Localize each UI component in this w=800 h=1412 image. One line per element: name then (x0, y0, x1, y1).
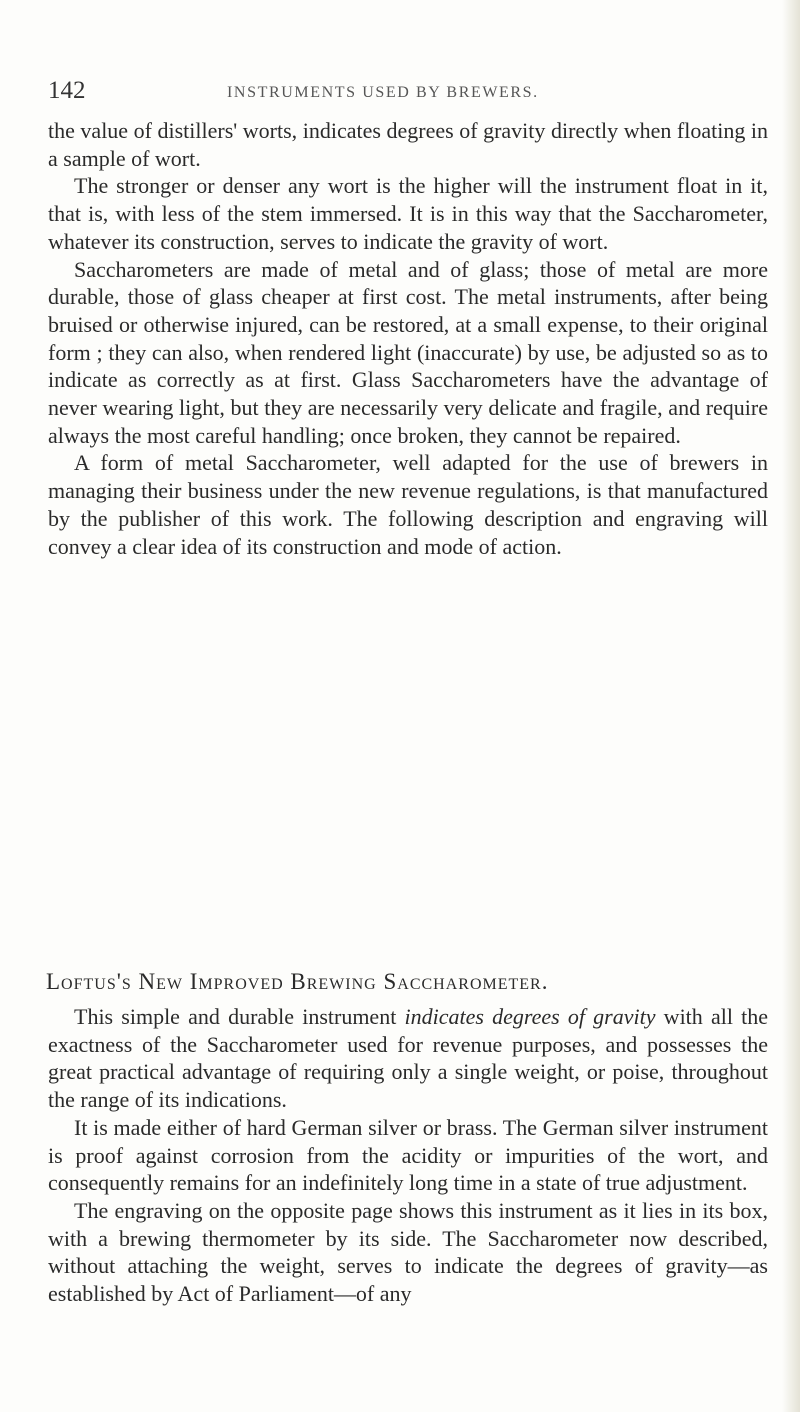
paragraph-continuation: the value of distillers' worts, indicates degrees of gravity directly when floating in a sample of wort. (48, 118, 768, 171)
section-heading: Loftus's New Improved Brewing Saccharometer. (46, 969, 549, 994)
paragraph-materials: Saccharometers are made of metal and of glass; those of metal are more durable, those of glass cheaper at first cost. The metal instruments, after being bruised or otherwise injured, can be restored, at a small expense, to their original form ; they can also, when rendered light (inaccurate) by use, be adjusted so as to indicate as correctly as at first. Glass Saccharometers have the advantage of never wearing light, but they are necessarily very delicate and fragile, and require always the most careful handling; once broken, they cannot be repaired. (48, 256, 768, 448)
paragraph-engraving: The engraving on the opposite page shows this instrument as it lies in its box, with a brewing thermometer by its side. The Saccharometer now described, without attaching the weight, serves to indicate the degrees of gravity—as established by Act of Parliament—of any (48, 1197, 768, 1307)
paragraph-text: This simple and durable instrument (74, 1004, 405, 1029)
paragraph-metal-form: A form of metal Saccharometer, well adapted for the use of brewers in managing their business under the new revenue regulations, is that manufactured by the publisher of this work. The following description and engraving will convey a clear idea of its construction and mode of action. (48, 450, 768, 559)
running-head: INSTRUMENTS USED BY BREWERS. (227, 84, 539, 101)
body-text-section (48, 1003, 768, 1308)
paragraph-text: with all the exactness of the Saccharometer used for revenue purposes, and possesses the great practical advantage of requiring only a single weight, or poise, throughout the range of its indications. (48, 1004, 769, 1113)
paragraph-wort-density: The stronger or denser any wort is the higher will the instrument float in it, that is, with less of the stem immersed. It is in this way that the Saccharometer, whatever its construction, serves to indicate the gravity of wort. (48, 173, 768, 254)
page-number: 142 (48, 77, 86, 104)
page-header (48, 76, 748, 108)
paragraph-german-silver: It is made either of hard German silver or brass. The German silver instrument is proof against corrosion from the acidity or impurities of the wort, and consequently remains for an indefinitely long time in a state of true adjustment. (48, 1114, 768, 1196)
paragraph-simple-durable (48, 1003, 768, 1114)
italic-phrase: indicates degrees of gravity (404, 1004, 656, 1029)
body-text-top (48, 117, 768, 560)
page-edge-shadow (782, 0, 800, 1412)
